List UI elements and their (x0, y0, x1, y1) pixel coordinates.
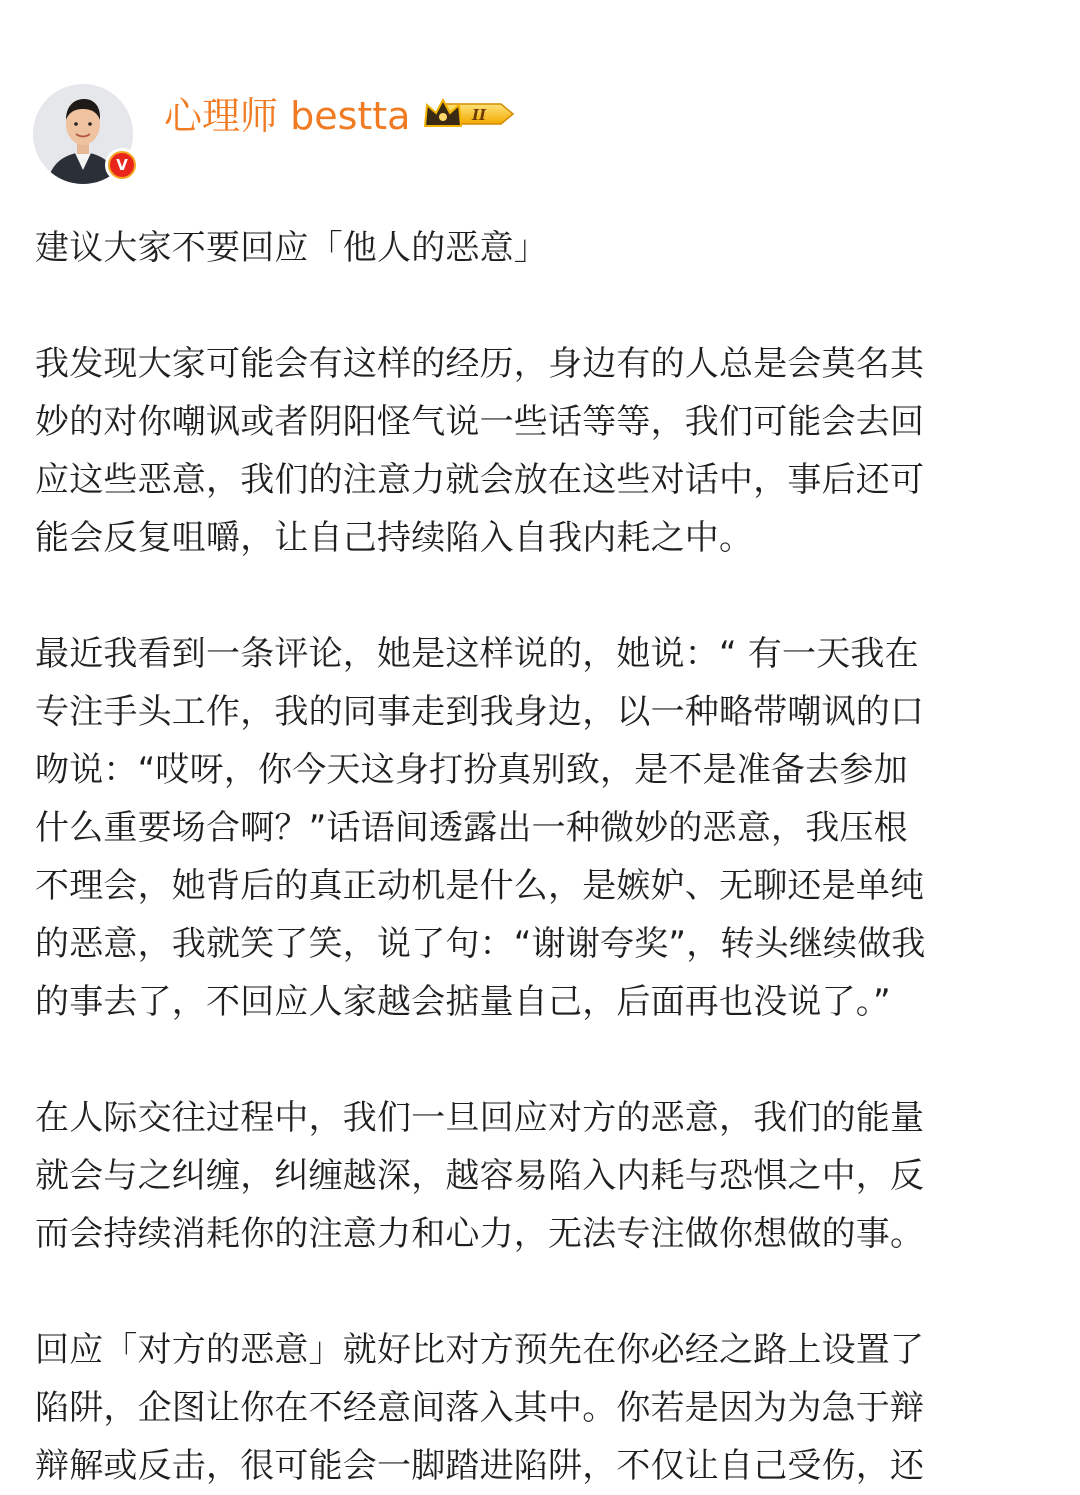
post-title-paragraph: 建议大家不要回应「他人的恶意」 (35, 228, 548, 268)
post-paragraph: 我发现大家可能会有这样的经历，身边有的人总是会莫名其 妙的对你嘲讽或者阴阳怪气说一些话等等，我们可能会去回 应这些恶意，我们的注意力就会放在这些对话中，事后还可 能会反复咀嚼，让自己持续陷入自我内耗之中。 (35, 344, 925, 558)
vip-crown-badge-icon[interactable] (423, 96, 515, 132)
post-body (35, 219, 1045, 1495)
verified-badge (105, 148, 139, 182)
author-name[interactable]: 心理师 bestta (164, 94, 411, 138)
post-header (33, 84, 1033, 188)
post-paragraph: 最近我看到一条评论，她是这样说的，她说：“ 有一天我在 专注手头工作，我的同事走到我身边，以一种略带嘲讽的口 吻说：“哎呀，你今天这身打扮真别致，是不是准备去参加 什么重要场合啊？”话语间透露出一种微妙的恶意，我压根 不理会，她背后的真正动机是什么，是嫉妒、无聊还是单纯 的恶意，我就笑了笑，说了句：“谢谢夸奖”，转头继续做我 的事去了，不回应人家越会掂量自己，后面再也没说了。” (35, 634, 926, 1022)
vip-level-label: II (471, 106, 487, 124)
author-avatar-container[interactable] (33, 84, 133, 184)
post-paragraph: 在人际交往过程中，我们一旦回应对方的恶意，我们的能量 就会与之纠缠，纠缠越深，越容易陷入内耗与恐惧之中，反 而会持续消耗你的注意力和心力，无法专注做你想做的事。 (35, 1098, 925, 1254)
post-paragraph: 回应「对方的恶意」就好比对方预先在你必经之路上设置了 陷阱，企图让你在不经意间落入其中。你若是因为为急于辩 辩解或反击，很可能会一脚踏进陷阱，不仅让自己受伤，还 (35, 1330, 925, 1486)
verified-v-icon: V (110, 153, 134, 177)
